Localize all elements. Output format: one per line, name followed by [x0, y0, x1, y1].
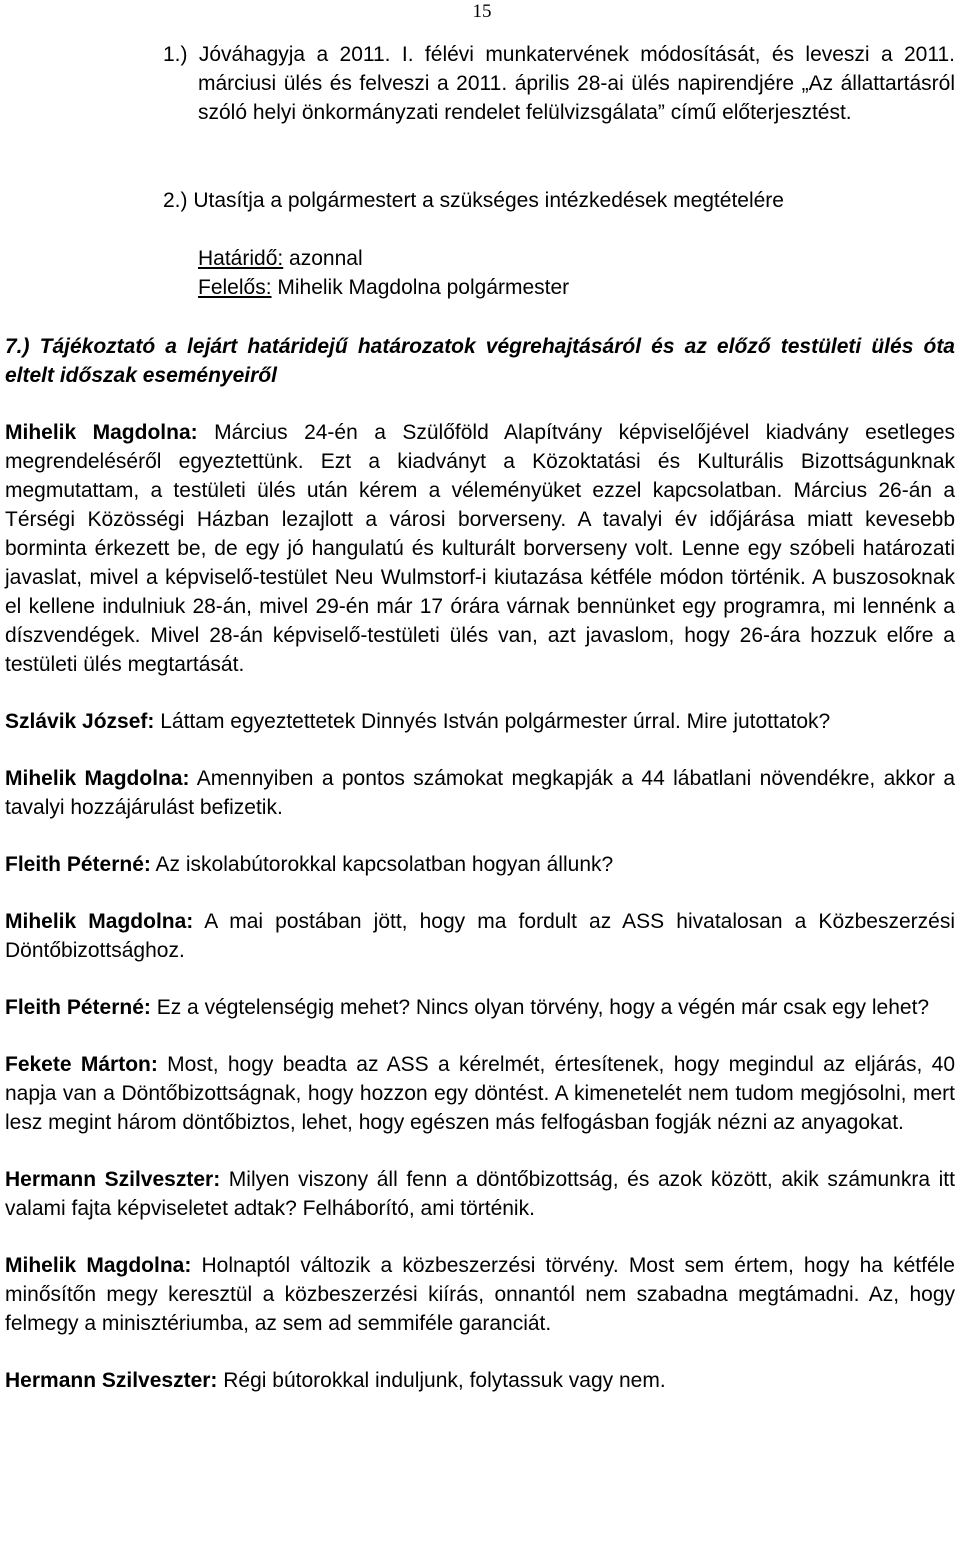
minutes-paragraph [5, 418, 955, 679]
speech-text: Március 24-én a Szülőföld Alapítvány képviselőjével kiadvány esetleges megrendeléséről egyeztettünk. Ezt a kiadványt a Közoktatási és Kulturális Bizottságunknak megmutattam, a testületi ülés után kérem a véleményüket ezzel kapcsolatban. Március 26-án a Térségi Közösségi Házban lezajlott a városi borverseny. A tavalyi év időjárása miatt kevesebb borminta érkezett be, de egy jó hangulatú és kulturált borverseny volt. Lenne egy szóbeli határozati javaslat, mivel a képviselő-testület Neu Wulmstorf-i kiutazása kétféle módon történik. A buszosoknak el kellene indulniuk 28-án, mivel 29-én már 17 órára várnak bennünket egy programra, mi lennénk a díszvendégek. Mivel 28-án képviselő-testületi ülés van, azt javaslom, hogy 26-ára hozzuk előre a testületi ülés megtartását. [5, 421, 955, 676]
speaker-name: Fleith Péterné: [5, 996, 151, 1019]
resolution-item-1: 1.) Jóváhagyja a 2011. I. félévi munkatervének módosítását, és leveszi a 2011. márciusi ülés és felveszi a 2011. április 28-ai ülés napirendjére „Az állattartásról szóló helyi önkormányzati rendelet felülvizsgálata” című előterjesztést. [163, 43, 955, 124]
minutes-paragraph [5, 707, 955, 736]
speech-text: Az iskolabútorokkal kapcsolatban hogyan állunk? [150, 853, 614, 876]
speaker-name: Fleith Péterné: [5, 853, 151, 876]
minutes-paragraph [5, 850, 955, 879]
responsible-label: Felelős: [198, 276, 272, 299]
responsible-line [198, 273, 898, 302]
speech-text: Most, hogy beadta az ASS a kérelmét, értesítenek, hogy megindul az eljárás, 40 napja van a Döntőbizottságnak, hogy hozzon egy döntést. A kimenetelét nem tudom megjósolni, mert lesz megint három döntőbiztos, lehet, hogy egészen más felfogásban fogják nézni az anyagokat. [5, 1053, 955, 1134]
speaker-name: Mihelik Magdolna: [5, 767, 190, 790]
speaker-name: Mihelik Magdolna: [5, 421, 198, 444]
minutes-paragraph [5, 764, 955, 822]
speech-text: Holnaptól változik a közbeszerzési törvény. Most sem értem, hogy ha kétféle minősítőn megy keresztül a közbeszerzési kiírás, onnantól nem szabadna megtámadni. Az, hogy felmegy a minisztériumba, az sem ad semmiféle garanciát. [5, 1254, 955, 1335]
minutes-paragraph [5, 907, 955, 965]
minutes-paragraph [5, 1165, 955, 1223]
speech-text: Amennyiben a pontos számokat megkapják a 44 lábatlani növendékre, akkor a tavalyi hozzájárulást befizetik. [5, 767, 955, 819]
minutes-paragraph [5, 993, 955, 1022]
agenda-item-title: 7.) Tájékoztató a lejárt határidejű határozatok végrehajtásáról és az előző testületi ülés óta eltelt időszak eseményeiről [5, 335, 955, 387]
speech-text: Láttam egyeztettetek Dinnyés István polgármester úrral. Mire jutottatok? [154, 710, 831, 733]
speech-text: A mai postában jött, hogy ma fordult az ASS hivatalosan a Közbeszerzési Döntőbizottsághoz. [5, 910, 955, 962]
speech-text: Régi bútorokkal induljunk, folytassuk vagy nem. [217, 1369, 666, 1392]
deadline-block [198, 244, 898, 302]
minutes-paragraph [5, 1251, 955, 1338]
speaker-name: Szlávik József: [5, 710, 155, 733]
minutes-body [5, 418, 955, 1423]
speaker-name: Fekete Márton: [5, 1053, 158, 1076]
speech-text: Milyen viszony áll fenn a döntőbizottság, és azok között, akik számunkra itt valami fajta képviseletet adtak? Felháborító, ami történik. [5, 1168, 955, 1220]
speaker-name: Mihelik Magdolna: [5, 1254, 192, 1277]
speech-text: Ez a végtelenségig mehet? Nincs olyan törvény, hogy a végén már csak egy lehet? [150, 996, 930, 1019]
responsible-value: Mihelik Magdolna polgármester [271, 276, 570, 299]
deadline-line [198, 244, 898, 273]
speaker-name: Hermann Szilveszter: [5, 1369, 218, 1392]
deadline-label: Határidő: [198, 247, 284, 270]
speaker-name: Hermann Szilveszter: [5, 1168, 221, 1191]
resolution-item-2: 2.) Utasítja a polgármestert a szükséges intézkedések megtételére [163, 189, 784, 212]
page-number: 15 [472, 1, 492, 22]
speaker-name: Mihelik Magdolna: [5, 910, 194, 933]
deadline-value: azonnal [283, 247, 363, 270]
minutes-paragraph [5, 1050, 955, 1137]
minutes-paragraph [5, 1366, 955, 1395]
